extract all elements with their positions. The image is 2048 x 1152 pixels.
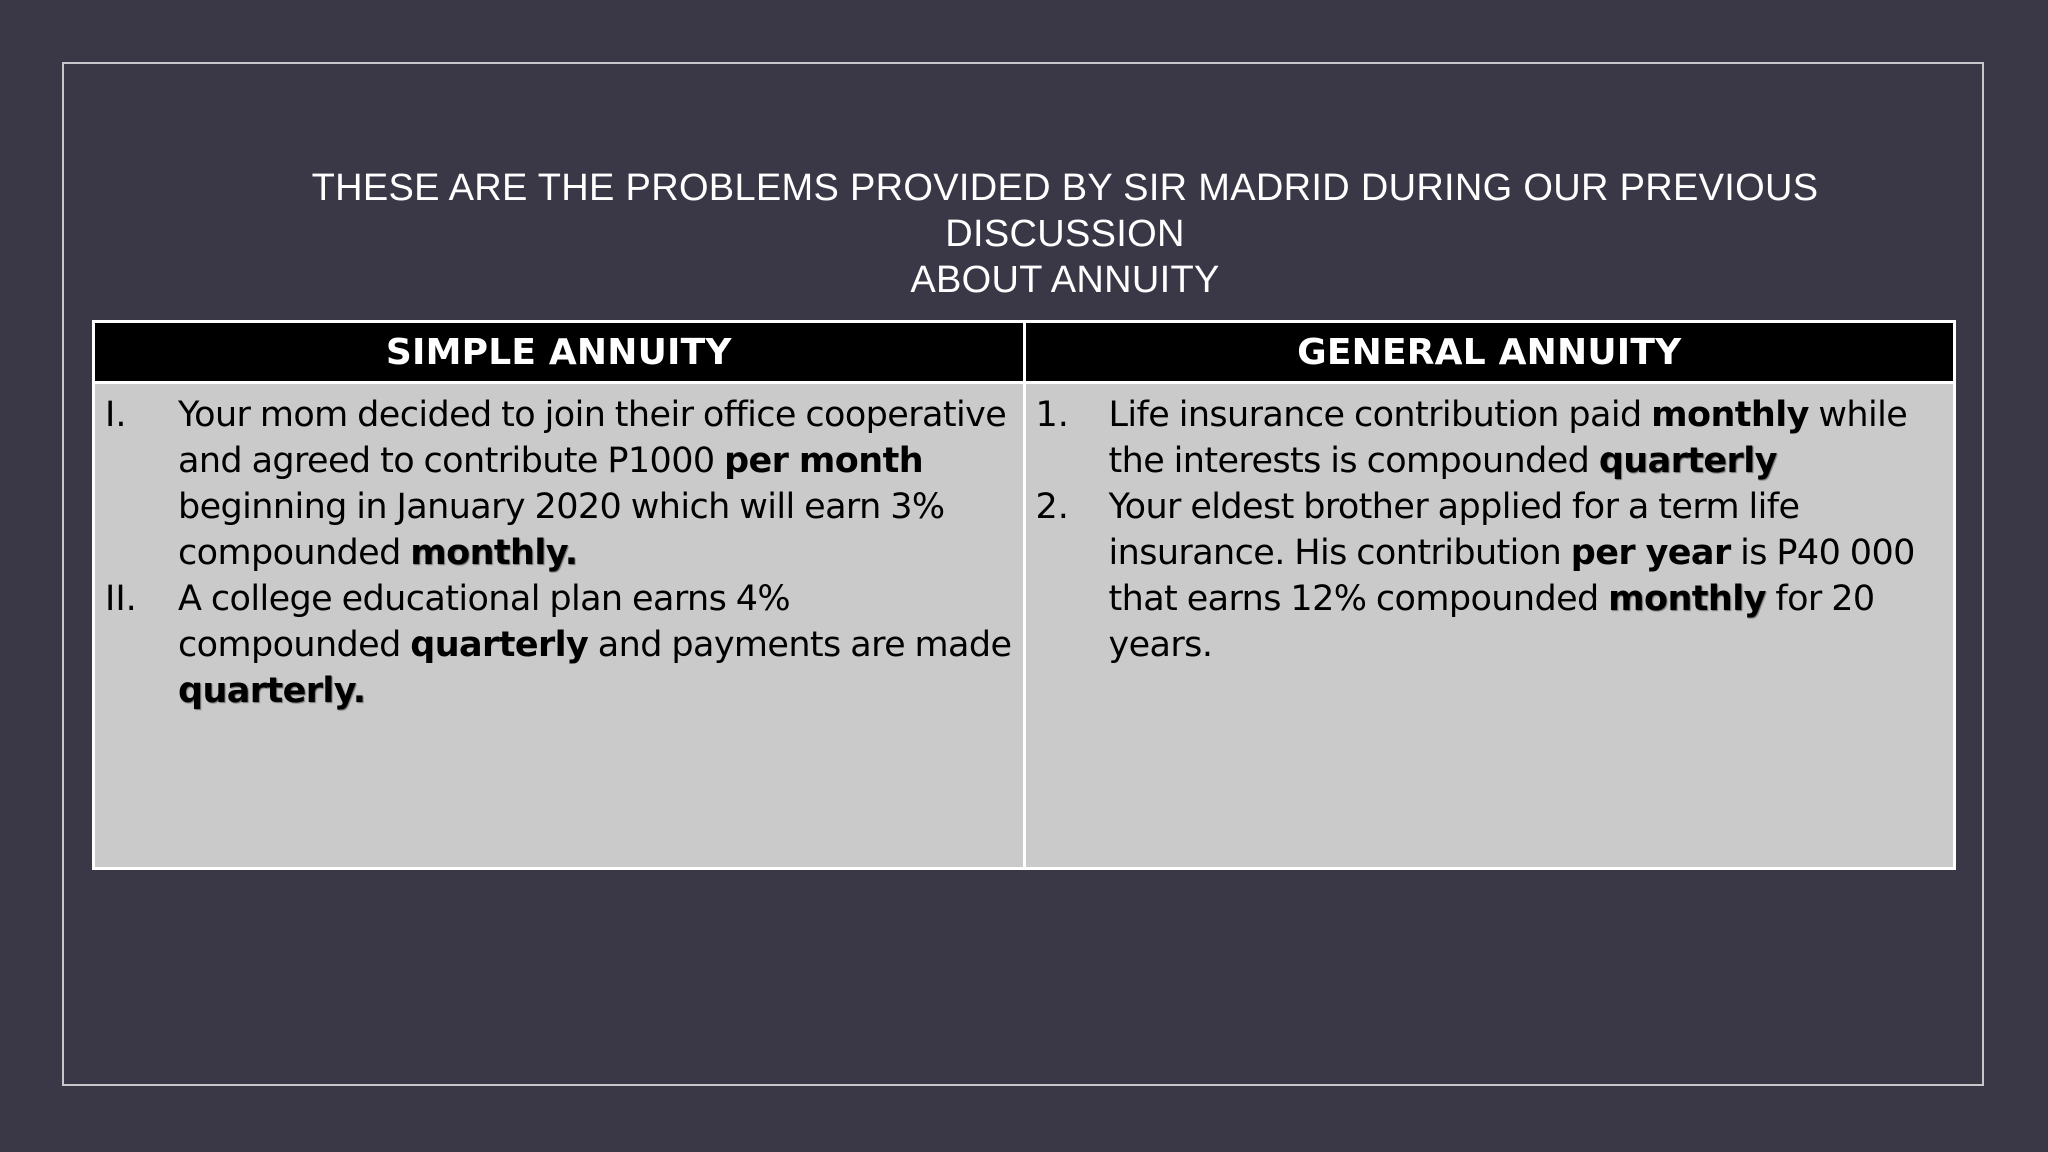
text-segment: beginning in January 2020 which will earn 3% compounded [178, 487, 945, 573]
emphasis-text: per year [1570, 533, 1731, 573]
text-segment: is P40 000 that earns 12% compounded [1108, 533, 1915, 619]
header-simple-annuity: SIMPLE ANNUITY [94, 322, 1025, 383]
emphasis-text: monthly [1608, 579, 1766, 619]
list-item-text [1109, 392, 1944, 484]
header-general-annuity: GENERAL ANNUITY [1024, 322, 1955, 383]
list-item [1036, 484, 1944, 668]
text-segment: Your mom decided to join their office cooperative and agreed to contribute P1000 [178, 395, 1007, 481]
emphasis-text: quarterly [410, 625, 589, 665]
list-item-text [178, 576, 1013, 714]
list-marker: 2. [1035, 487, 1069, 527]
slide-title [190, 165, 1940, 303]
table-header-row [94, 322, 1955, 383]
list-item [105, 392, 1013, 576]
emphasis-text: monthly. [410, 533, 578, 573]
list-item-text [178, 392, 1013, 576]
list-marker: II. [105, 579, 137, 619]
simple-annuity-cell [94, 383, 1025, 869]
text-segment: Life insurance contribution paid [1108, 395, 1652, 435]
emphasis-text: per month [724, 441, 924, 481]
annuity-table [92, 320, 1956, 870]
text-segment: and payments are made [588, 625, 1012, 665]
list-marker: 1. [1035, 395, 1069, 435]
list-item [1036, 392, 1944, 484]
list-item-text [1109, 484, 1944, 668]
text-segment: for 20 years. [1108, 579, 1875, 665]
emphasis-text: monthly [1651, 395, 1809, 435]
slide-title-line-2: ABOUT ANNUITY [910, 259, 1220, 301]
text-segment: Your eldest brother applied for a term life insurance. His contribution [1108, 487, 1800, 573]
emphasis-text: quarterly. [178, 671, 366, 711]
list-item [105, 576, 1013, 714]
table-row [94, 383, 1955, 869]
general-annuity-cell [1024, 383, 1955, 869]
list-marker: I. [105, 395, 127, 435]
slide-title-line-1: THESE ARE THE PROBLEMS PROVIDED BY SIR MADRID DURING OUR PREVIOUS DISCUSSION [311, 167, 1819, 255]
text-segment: A college educational plan earns 4% compounded [178, 579, 791, 665]
text-segment: while the interests is compounded [1108, 395, 1908, 481]
emphasis-text: quarterly [1598, 441, 1777, 481]
